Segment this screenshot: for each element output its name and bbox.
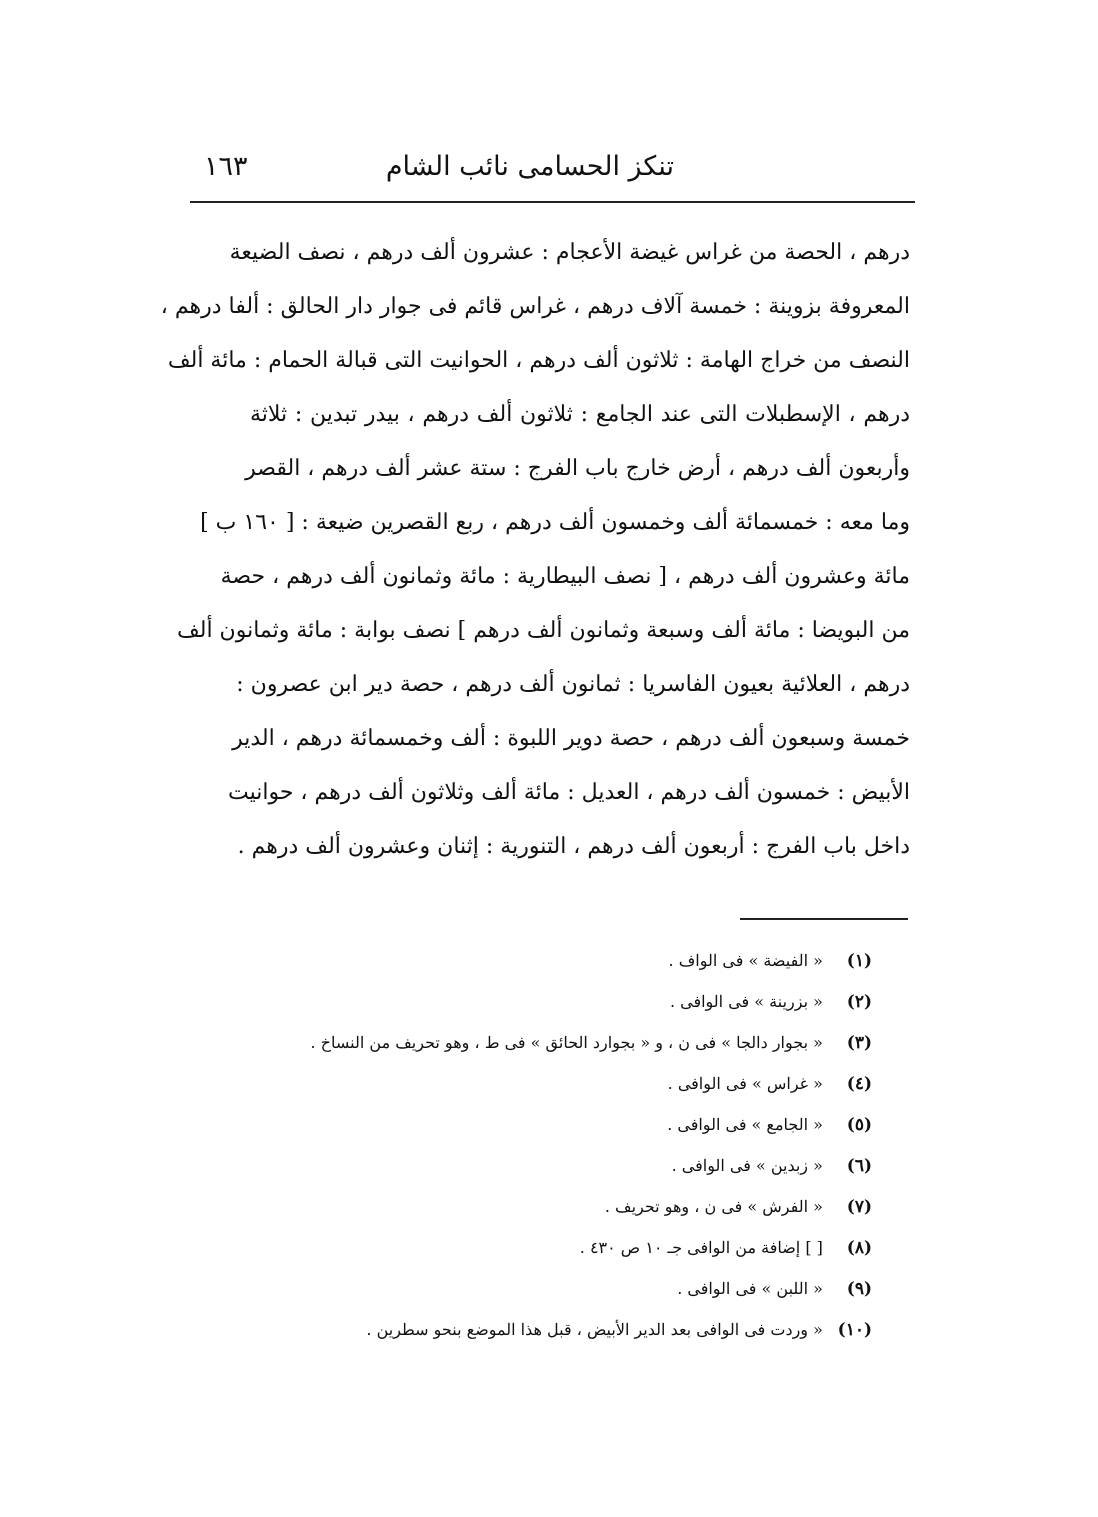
footnote-text: « الجامع » فى الوافى . bbox=[667, 1115, 823, 1134]
body-line: الأبيض : خمسون ألف درهم ، العديل : مائة ألف وثلاثون ألف درهم ، حوانيت bbox=[228, 780, 910, 805]
footnote-text: « الفرش » فى ن ، وهو تحريف . bbox=[604, 1197, 823, 1216]
footnote-number: (٢) bbox=[846, 992, 872, 1012]
footnote-number: (١) bbox=[846, 951, 872, 971]
footnote bbox=[252, 1309, 872, 1350]
body-line: درهم ، الإسطبلات التى عند الجامع : ثلاثون ألف درهم ، بيدر تبدين : ثلاثة bbox=[250, 402, 910, 427]
body-line: النصف من خراج الهامة : ثلاثون ألف درهم ، الحوانيت التى قبالة الحمام : مائة ألف bbox=[167, 348, 910, 373]
footnote-text: « زبدين » فى الوافى . bbox=[671, 1156, 823, 1175]
footnote bbox=[252, 1227, 872, 1268]
body-text bbox=[160, 226, 910, 874]
footnote-text: « اللبن » فى الوافى . bbox=[677, 1279, 823, 1298]
footnote bbox=[252, 981, 872, 1022]
footnote-text: « الفيضة » فى الواف . bbox=[668, 951, 823, 970]
running-title: تنكز الحسامى نائب الشام bbox=[385, 151, 674, 182]
footnote-number: (٥) bbox=[846, 1115, 872, 1135]
footnote bbox=[252, 1145, 872, 1186]
footnote-number: (٩) bbox=[846, 1279, 872, 1299]
footnote-text: « وردت فى الوافى بعد الدير الأبيض ، قبل هذا الموضع بنحو سطرين . bbox=[366, 1320, 823, 1339]
footnote-number: (٨) bbox=[846, 1238, 872, 1258]
footnote bbox=[252, 1022, 872, 1063]
footnote-text: « غراس » فى الوافى . bbox=[667, 1074, 823, 1093]
footnote-number: (٧) bbox=[846, 1197, 872, 1217]
footnote-number: (١٠) bbox=[837, 1320, 872, 1340]
body-line: وما معه : خمسمائة ألف وخمسون ألف درهم ، ربع القصرين ضيعة : [ ١٦٠ ب ] bbox=[200, 510, 910, 535]
footnote-text: « بزرينة » فى الوافى . bbox=[669, 992, 823, 1011]
body-line: خمسة وسبعون ألف درهم ، حصة دوير اللبوة : ألف وخمسمائة درهم ، الدير bbox=[232, 726, 910, 751]
body-line: درهم ، العلائية بعيون الفاسريا : ثمانون ألف درهم ، حصة دير ابن عصرون : bbox=[236, 672, 910, 697]
footnote bbox=[252, 1186, 872, 1227]
footnote-separator bbox=[740, 918, 908, 920]
footnotes bbox=[252, 940, 872, 1350]
body-line: مائة وعشرون ألف درهم ، [ نصف البيطارية : مائة وثمانون ألف درهم ، حصة bbox=[220, 564, 910, 589]
footnote-text: [ ] إضافة من الوافى جـ ١٠ ص ٤٣٠ . bbox=[579, 1238, 823, 1257]
body-line: من البويضا : مائة ألف وسبعة وثمانون ألف درهم ] نصف بوابة : مائة وثمانون ألف bbox=[176, 618, 910, 643]
body-line: وأربعون ألف درهم ، أرض خارج باب الفرج : ستة عشر ألف درهم ، القصر bbox=[245, 456, 910, 481]
footnote bbox=[252, 940, 872, 981]
running-header bbox=[182, 145, 912, 193]
header-rule bbox=[190, 201, 915, 203]
footnote bbox=[252, 1063, 872, 1104]
body-line: المعروفة بزوينة : خمسة آلاف درهم ، غراس قائم فى جوار دار الحالق : ألفا درهم ، bbox=[160, 294, 910, 319]
footnote-number: (٦) bbox=[846, 1156, 872, 1176]
body-line: داخل باب الفرج : أربعون ألف درهم ، التنورية : إثنان وعشرون ألف درهم . bbox=[237, 834, 910, 859]
footnote-number: (٣) bbox=[846, 1033, 872, 1053]
page-number: ١٦٣ bbox=[204, 151, 248, 182]
body-line: درهم ، الحصة من غراس غيضة الأعجام : عشرون ألف درهم ، نصف الضيعة bbox=[229, 240, 910, 265]
footnote-number: (٤) bbox=[846, 1074, 872, 1094]
footnote bbox=[252, 1104, 872, 1145]
footnote bbox=[252, 1268, 872, 1309]
footnote-text: « بجوار دالجا » فى ن ، و « بجوارد الحائق » فى ط ، وهو تحريف من النساخ . bbox=[310, 1033, 823, 1052]
